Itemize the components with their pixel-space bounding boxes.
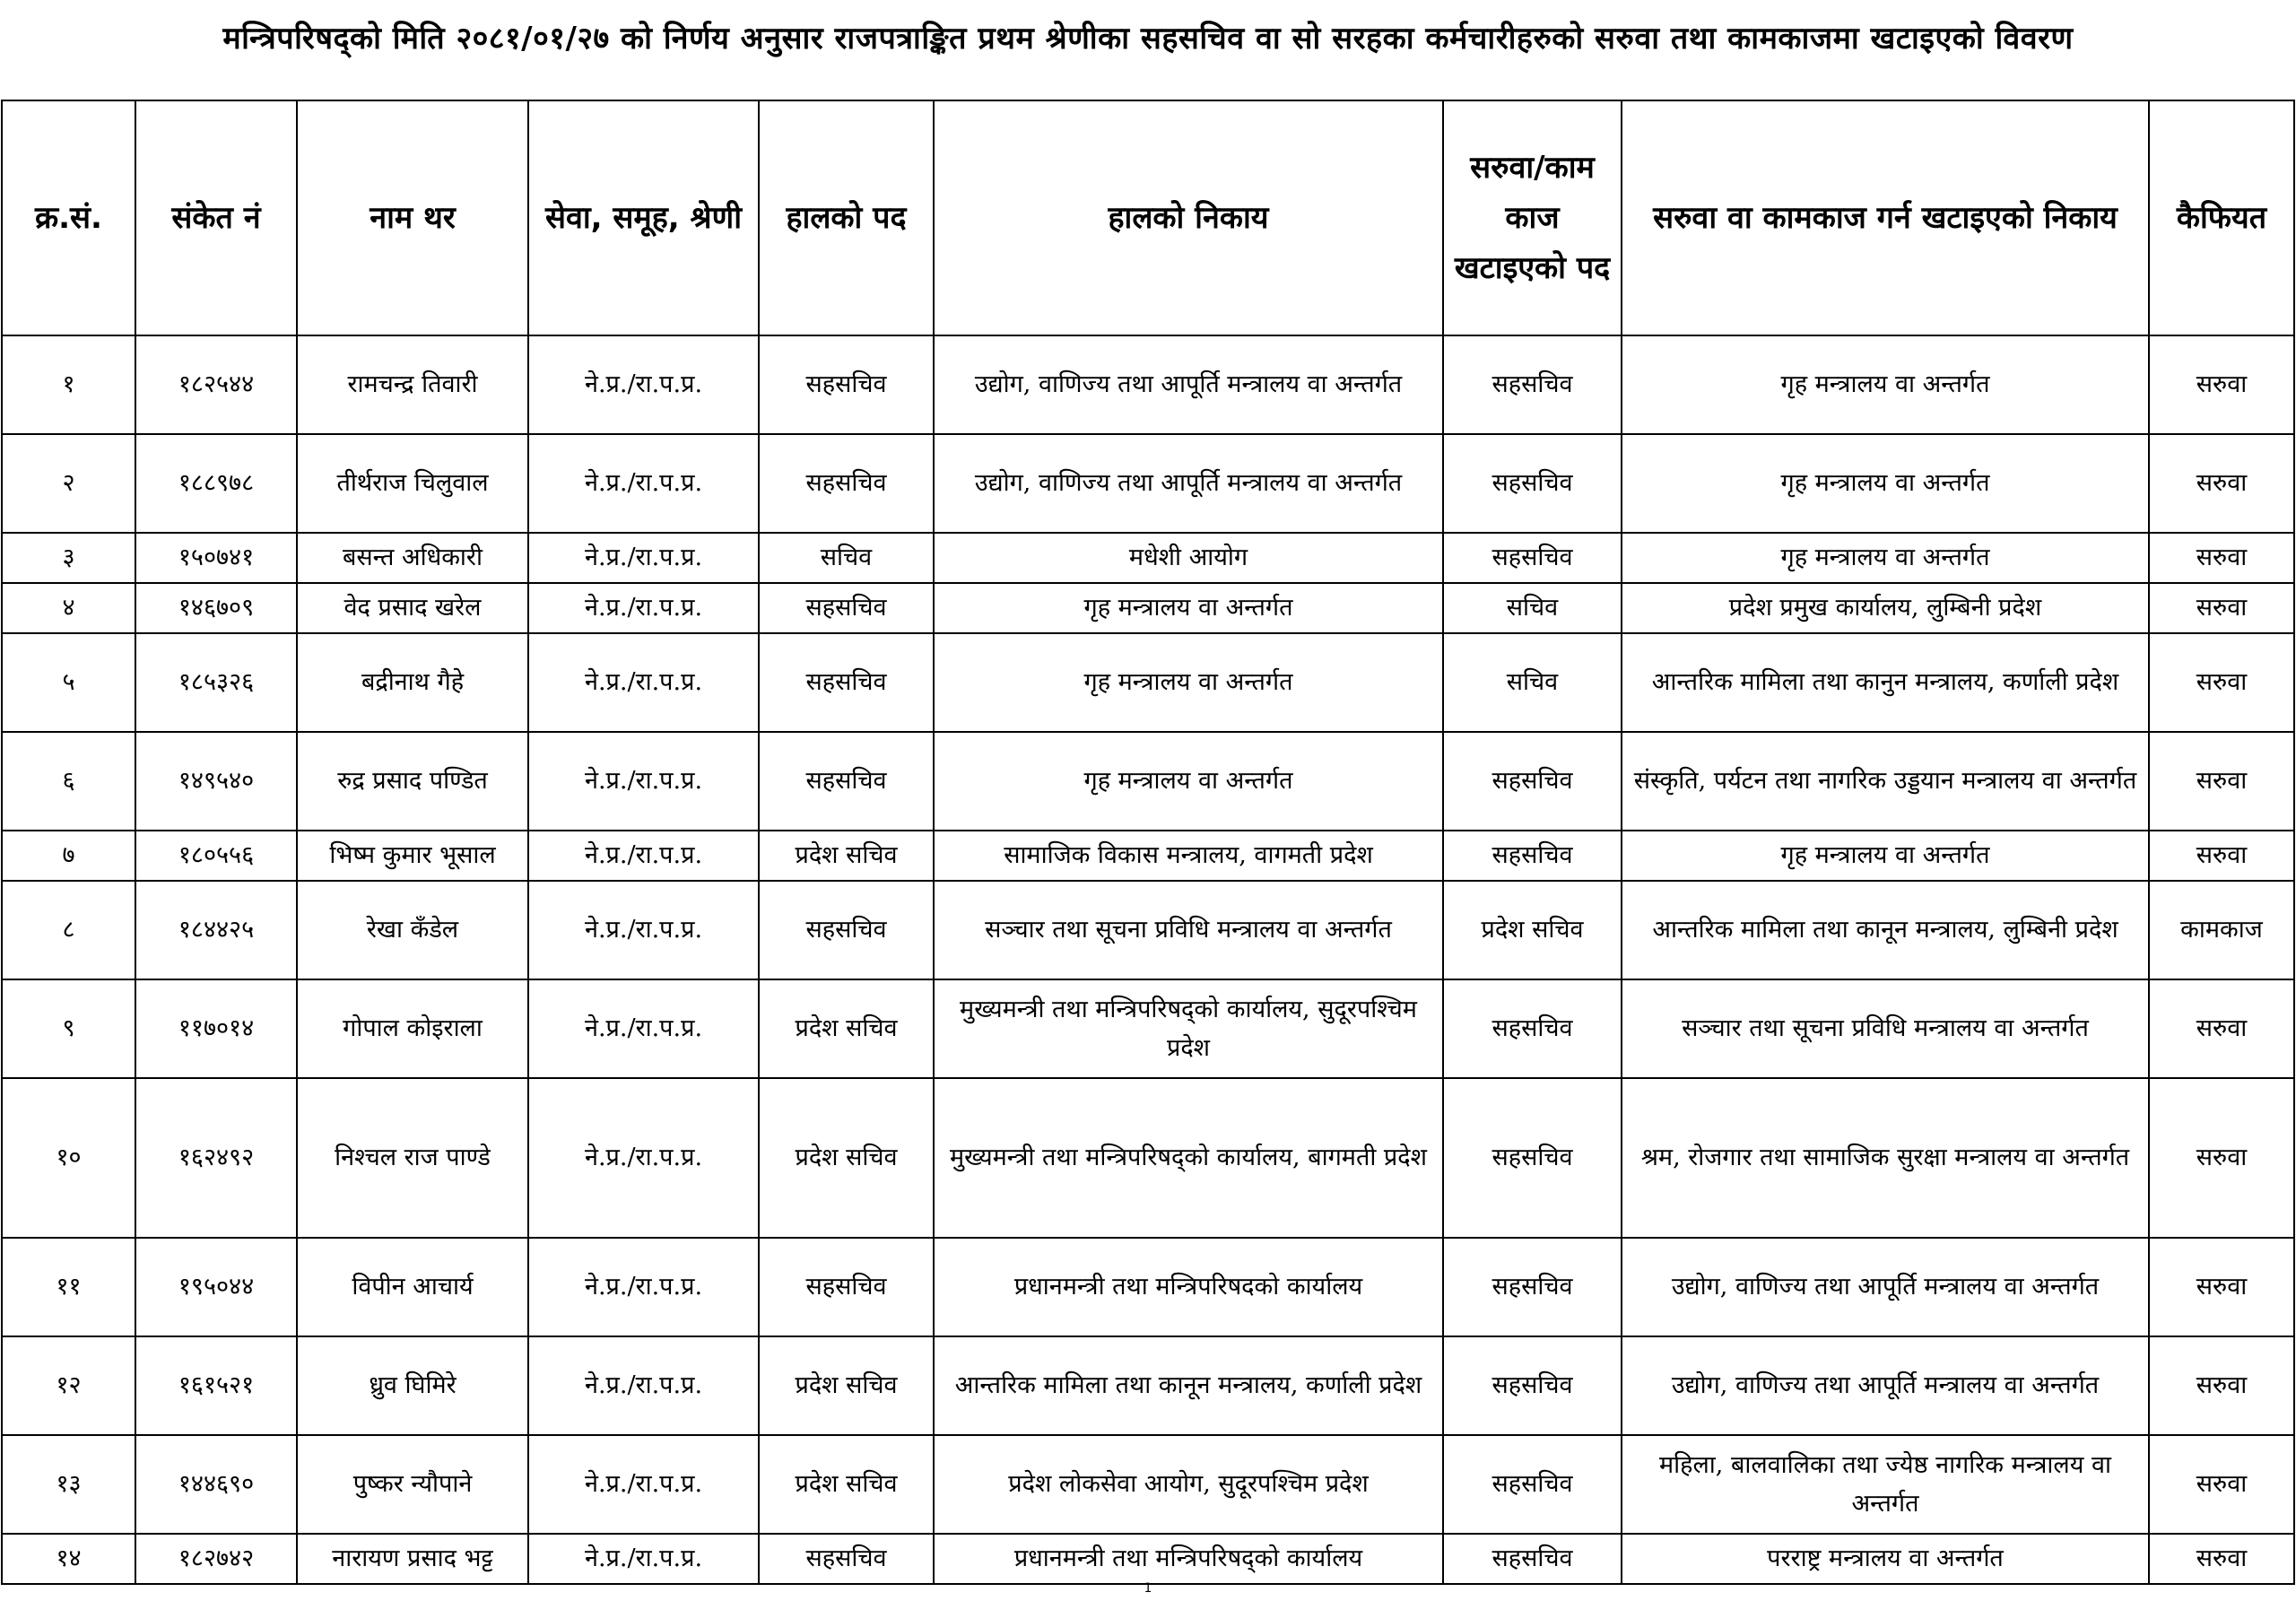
cell-serial-number: ६ <box>2 732 135 831</box>
cell-current-post: सहसचिव <box>759 633 934 732</box>
cell-full-name: पुष्कर न्यौपाने <box>297 1435 528 1534</box>
cell-current-office: प्रधानमन्त्री तथा मन्त्रिपरिषदको कार्यालय <box>934 1238 1443 1336</box>
transfer-table <box>1 100 2295 1585</box>
header-code-number: संकेत नं <box>135 100 297 335</box>
cell-current-office: गृह मन्त्रालय वा अन्तर्गत <box>934 583 1443 633</box>
table-row <box>2 881 2294 979</box>
cell-current-office: गृह मन्त्रालय वा अन्तर्गत <box>934 633 1443 732</box>
cell-current-post: सचिव <box>759 533 934 583</box>
cell-assigned-office: संस्कृति, पर्यटन तथा नागरिक उड्डयान मन्त्रालय वा अन्तर्गत <box>1622 732 2149 831</box>
cell-serial-number: १ <box>2 335 135 434</box>
cell-current-post: प्रदेश सचिव <box>759 831 934 881</box>
cell-code-number: १४४६९० <box>135 1435 297 1534</box>
cell-service-group-class: ने.प्र./रा.प.प्र. <box>528 533 759 583</box>
cell-code-number: १८२५४४ <box>135 335 297 434</box>
cell-assigned-office: श्रम, रोजगार तथा सामाजिक सुरक्षा मन्त्रालय वा अन्तर्गत <box>1622 1078 2149 1238</box>
cell-serial-number: ९ <box>2 979 135 1078</box>
cell-code-number: १६२४९२ <box>135 1078 297 1238</box>
cell-service-group-class: ने.प्र./रा.प.प्र. <box>528 831 759 881</box>
cell-assigned-office: आन्तरिक मामिला तथा कानुन मन्त्रालय, कर्णाली प्रदेश <box>1622 633 2149 732</box>
header-full-name: नाम थर <box>297 100 528 335</box>
cell-assigned-office: महिला, बालवालिका तथा ज्येष्ठ नागरिक मन्त्रालय वा अन्तर्गत <box>1622 1435 2149 1534</box>
cell-full-name: बसन्त अधिकारी <box>297 533 528 583</box>
cell-remarks: सरुवा <box>2149 1534 2294 1584</box>
cell-service-group-class: ने.प्र./रा.प.प्र. <box>528 1078 759 1238</box>
table-row <box>2 533 2294 583</box>
cell-remarks: सरुवा <box>2149 732 2294 831</box>
header-assigned-office: सरुवा वा कामकाज गर्न खटाइएको निकाय <box>1622 100 2149 335</box>
cell-assigned-office: गृह मन्त्रालय वा अन्तर्गत <box>1622 335 2149 434</box>
cell-serial-number: १३ <box>2 1435 135 1534</box>
table-row <box>2 1238 2294 1336</box>
cell-full-name: बद्रीनाथ गैहे <box>297 633 528 732</box>
table-row <box>2 335 2294 434</box>
cell-service-group-class: ने.प्र./रा.प.प्र. <box>528 583 759 633</box>
cell-assigned-post: सहसचिव <box>1443 1336 1622 1435</box>
cell-assigned-post: सहसचिव <box>1443 1435 1622 1534</box>
cell-code-number: ११७०१४ <box>135 979 297 1078</box>
cell-remarks: सरुवा <box>2149 583 2294 633</box>
cell-current-post: प्रदेश सचिव <box>759 1078 934 1238</box>
cell-remarks: सरुवा <box>2149 1078 2294 1238</box>
cell-current-post: प्रदेश सचिव <box>759 1336 934 1435</box>
cell-current-post: सहसचिव <box>759 434 934 533</box>
cell-full-name: रुद्र प्रसाद पण्डित <box>297 732 528 831</box>
cell-current-post: सहसचिव <box>759 732 934 831</box>
cell-current-office: मुख्यमन्त्री तथा मन्त्रिपरिषद्को कार्यालय, सुदूरपश्चिम प्रदेश <box>934 979 1443 1078</box>
cell-code-number: १८५३२६ <box>135 633 297 732</box>
cell-full-name: ध्रुव घिमिरे <box>297 1336 528 1435</box>
cell-code-number: १६१५२१ <box>135 1336 297 1435</box>
cell-remarks: सरुवा <box>2149 335 2294 434</box>
cell-serial-number: ३ <box>2 533 135 583</box>
cell-full-name: विपीन आचार्य <box>297 1238 528 1336</box>
cell-current-office: मधेशी आयोग <box>934 533 1443 583</box>
cell-service-group-class: ने.प्र./रा.प.प्र. <box>528 1336 759 1435</box>
cell-current-post: प्रदेश सचिव <box>759 979 934 1078</box>
cell-code-number: १८८९७८ <box>135 434 297 533</box>
cell-assigned-office: परराष्ट्र मन्त्रालय वा अन्तर्गत <box>1622 1534 2149 1584</box>
cell-service-group-class: ने.प्र./रा.प.प्र. <box>528 881 759 979</box>
cell-full-name: रामचन्द्र तिवारी <box>297 335 528 434</box>
cell-current-post: सहसचिव <box>759 335 934 434</box>
cell-assigned-post: सहसचिव <box>1443 831 1622 881</box>
cell-remarks: सरुवा <box>2149 434 2294 533</box>
cell-serial-number: ५ <box>2 633 135 732</box>
cell-remarks: सरुवा <box>2149 1336 2294 1435</box>
cell-code-number: १९५०४४ <box>135 1238 297 1336</box>
document-title: मन्त्रिपरिषद्को मिति २०८१/०१/२७ को निर्णय अनुसार राजपत्राङ्कित प्रथम श्रेणीका सहसचिव वा सो सरहका कर्मचारीहरुको सरुवा तथा कामकाजमा खटाइएको विवरण <box>222 21 2074 57</box>
cell-current-office: मुख्यमन्त्री तथा मन्त्रिपरिषद्को कार्यालय, बागमती प्रदेश <box>934 1078 1443 1238</box>
cell-assigned-post: प्रदेश सचिव <box>1443 881 1622 979</box>
cell-current-post: सहसचिव <box>759 1534 934 1584</box>
cell-assigned-post: सहसचिव <box>1443 1078 1622 1238</box>
cell-assigned-office: उद्योग, वाणिज्य तथा आपूर्ति मन्त्रालय वा अन्तर्गत <box>1622 1238 2149 1336</box>
cell-code-number: १८२७४२ <box>135 1534 297 1584</box>
cell-assigned-post: सहसचिव <box>1443 1534 1622 1584</box>
cell-remarks: सरुवा <box>2149 831 2294 881</box>
cell-current-office: उद्योग, वाणिज्य तथा आपूर्ति मन्त्रालय वा अन्तर्गत <box>934 434 1443 533</box>
cell-full-name: निश्चल राज पाण्डे <box>297 1078 528 1238</box>
cell-full-name: गोपाल कोइराला <box>297 979 528 1078</box>
cell-assigned-office: सञ्चार तथा सूचना प्रविधि मन्त्रालय वा अन्तर्गत <box>1622 979 2149 1078</box>
cell-assigned-post: सहसचिव <box>1443 533 1622 583</box>
cell-assigned-post: सहसचिव <box>1443 732 1622 831</box>
cell-current-office: आन्तरिक मामिला तथा कानून मन्त्रालय, कर्णाली प्रदेश <box>934 1336 1443 1435</box>
table-row <box>2 1078 2294 1238</box>
table-row <box>2 1336 2294 1435</box>
cell-remarks: सरुवा <box>2149 979 2294 1078</box>
cell-current-office: प्रधानमन्त्री तथा मन्त्रिपरिषद्को कार्यालय <box>934 1534 1443 1584</box>
cell-remarks: सरुवा <box>2149 533 2294 583</box>
cell-serial-number: १० <box>2 1078 135 1238</box>
cell-current-office: प्रदेश लोकसेवा आयोग, सुदूरपश्चिम प्रदेश <box>934 1435 1443 1534</box>
cell-code-number: १४९५४० <box>135 732 297 831</box>
cell-assigned-post: सहसचिव <box>1443 979 1622 1078</box>
cell-service-group-class: ने.प्र./रा.प.प्र. <box>528 434 759 533</box>
cell-full-name: रेखा कँडेल <box>297 881 528 979</box>
table-row <box>2 434 2294 533</box>
cell-service-group-class: ने.प्र./रा.प.प्र. <box>528 1238 759 1336</box>
table-row <box>2 1435 2294 1534</box>
cell-service-group-class: ने.प्र./रा.प.प्र. <box>528 1435 759 1534</box>
cell-service-group-class: ने.प्र./रा.प.प्र. <box>528 732 759 831</box>
cell-code-number: १८०५५६ <box>135 831 297 881</box>
table-header-row <box>2 100 2294 335</box>
cell-code-number: १४६७०९ <box>135 583 297 633</box>
cell-assigned-post: सहसचिव <box>1443 335 1622 434</box>
table-row <box>2 732 2294 831</box>
cell-assigned-post: सहसचिव <box>1443 434 1622 533</box>
cell-current-post: प्रदेश सचिव <box>759 1435 934 1534</box>
table-body <box>2 335 2294 1584</box>
cell-full-name: नारायण प्रसाद भट्ट <box>297 1534 528 1584</box>
cell-remarks: सरुवा <box>2149 633 2294 732</box>
cell-current-office: सामाजिक विकास मन्त्रालय, वागमती प्रदेश <box>934 831 1443 881</box>
cell-current-post: सहसचिव <box>759 1238 934 1336</box>
cell-full-name: तीर्थराज चिलुवाल <box>297 434 528 533</box>
cell-code-number: १८४४२५ <box>135 881 297 979</box>
cell-current-post: सहसचिव <box>759 583 934 633</box>
table-row <box>2 633 2294 732</box>
cell-service-group-class: ने.प्र./रा.प.प्र. <box>528 335 759 434</box>
cell-current-post: सहसचिव <box>759 881 934 979</box>
cell-assigned-post: सचिव <box>1443 633 1622 732</box>
cell-assigned-office: प्रदेश प्रमुख कार्यालय, लुम्बिनी प्रदेश <box>1622 583 2149 633</box>
cell-current-office: गृह मन्त्रालय वा अन्तर्गत <box>934 732 1443 831</box>
cell-assigned-post: सहसचिव <box>1443 1238 1622 1336</box>
cell-serial-number: ११ <box>2 1238 135 1336</box>
cell-assigned-office: उद्योग, वाणिज्य तथा आपूर्ति मन्त्रालय वा अन्तर्गत <box>1622 1336 2149 1435</box>
table-row <box>2 831 2294 881</box>
header-assigned-post: सरुवा/काम काज खटाइएको पद <box>1443 100 1622 335</box>
cell-serial-number: ४ <box>2 583 135 633</box>
cell-service-group-class: ने.प्र./रा.प.प्र. <box>528 633 759 732</box>
table-row <box>2 1534 2294 1584</box>
header-current-office: हालको निकाय <box>934 100 1443 335</box>
cell-remarks: सरुवा <box>2149 1435 2294 1534</box>
cell-remarks: कामकाज <box>2149 881 2294 979</box>
cell-serial-number: १२ <box>2 1336 135 1435</box>
cell-serial-number: १४ <box>2 1534 135 1584</box>
cell-current-office: सञ्चार तथा सूचना प्रविधि मन्त्रालय वा अन्तर्गत <box>934 881 1443 979</box>
header-current-post: हालको पद <box>759 100 934 335</box>
cell-current-office: उद्योग, वाणिज्य तथा आपूर्ति मन्त्रालय वा अन्तर्गत <box>934 335 1443 434</box>
cell-assigned-office: गृह मन्त्रालय वा अन्तर्गत <box>1622 434 2149 533</box>
cell-serial-number: २ <box>2 434 135 533</box>
page-number: 1 <box>1144 1581 1152 1596</box>
cell-assigned-office: गृह मन्त्रालय वा अन्तर्गत <box>1622 831 2149 881</box>
table-row <box>2 583 2294 633</box>
header-service-group-class: सेवा, समूह, श्रेणी <box>528 100 759 335</box>
cell-service-group-class: ने.प्र./रा.प.प्र. <box>528 1534 759 1584</box>
header-remarks: कैफियत <box>2149 100 2294 335</box>
cell-remarks: सरुवा <box>2149 1238 2294 1336</box>
cell-serial-number: ८ <box>2 881 135 979</box>
cell-serial-number: ७ <box>2 831 135 881</box>
cell-service-group-class: ने.प्र./रा.प.प्र. <box>528 979 759 1078</box>
cell-assigned-post: सचिव <box>1443 583 1622 633</box>
cell-code-number: १५०७४१ <box>135 533 297 583</box>
cell-assigned-office: गृह मन्त्रालय वा अन्तर्गत <box>1622 533 2149 583</box>
cell-full-name: वेद प्रसाद खरेल <box>297 583 528 633</box>
cell-assigned-office: आन्तरिक मामिला तथा कानून मन्त्रालय, लुम्बिनी प्रदेश <box>1622 881 2149 979</box>
cell-full-name: भिष्म कुमार भूसाल <box>297 831 528 881</box>
table-row <box>2 979 2294 1078</box>
header-serial-number: क्र.सं. <box>2 100 135 335</box>
